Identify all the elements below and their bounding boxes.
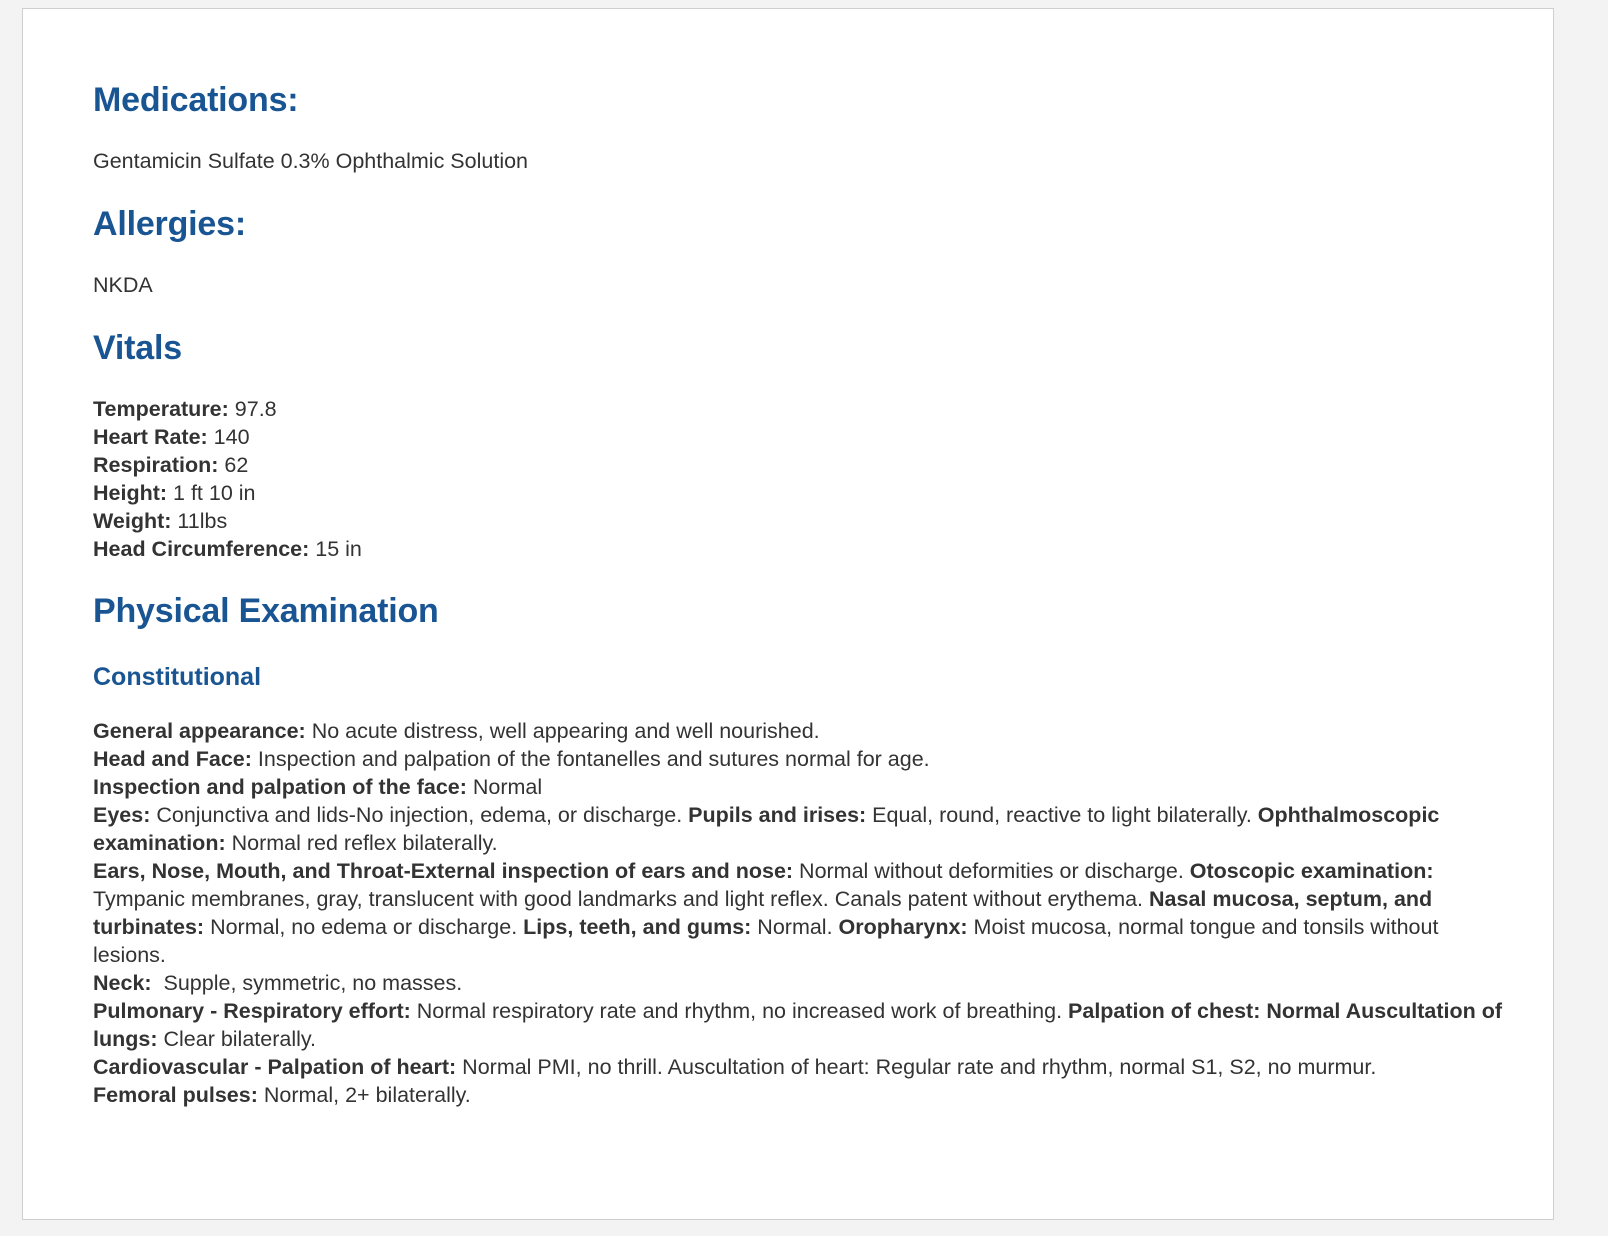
exam-cardiovascular: Cardiovascular - Palpation of heart: Normal PMI, no thrill. Auscultation of heart: Regular rate and rhythm, normal S1, S2, no murmur. — [93, 1055, 1377, 1079]
vital-weight: Weight: 11lbs — [93, 509, 228, 533]
exam-pulmonary: Pulmonary - Respiratory effort: Normal respiratory rate and rhythm, no increased work of breathing. Palpation of chest: Normal Auscultation of lungs: Clear bilaterally. — [93, 999, 1503, 1051]
physical-exam-body — [93, 717, 1513, 1109]
medications-heading: Medications: — [93, 81, 299, 119]
vitals-heading: Vitals — [93, 329, 182, 367]
document-page — [22, 8, 1554, 1220]
vital-respiration: Respiration: 62 — [93, 453, 249, 477]
vital-head-circumference: Head Circumference: 15 in — [93, 537, 362, 561]
vitals-list — [93, 395, 1513, 563]
allergies-heading: Allergies: — [93, 205, 246, 243]
medications-text: Gentamicin Sulfate 0.3% Ophthalmic Solution — [93, 149, 529, 173]
exam-neck: Neck: Supple, symmetric, no masses. — [93, 971, 463, 995]
exam-ent: Ears, Nose, Mouth, and Throat-External inspection of ears and nose: Normal without deformities or discharge. Otoscopic examination: Tympanic membranes, gray, translucent with good landmarks and light reflex. Canals patent without erythema. Nasal mucosa, septum, and turbinates: Normal, no edema or discharge. Lips, teeth, and gums: Normal. Oropharynx: Moist mucosa, normal tongue and tonsils without lesions. — [93, 859, 1439, 967]
exam-femoral-pulses: Femoral pulses: Normal, 2+ bilaterally. — [93, 1083, 471, 1107]
vital-heart-rate: Heart Rate: 140 — [93, 425, 250, 449]
exam-head-face: Head and Face: Inspection and palpation of the fontanelles and sutures normal for age. — [93, 747, 930, 771]
constitutional-subheading: Constitutional — [93, 663, 262, 691]
vital-height: Height: 1 ft 10 in — [93, 481, 256, 505]
allergies-text: NKDA — [93, 273, 153, 297]
exam-eyes: Eyes: Conjunctiva and lids-No injection, edema, or discharge. Pupils and irises: Equal, round, reactive to light bilaterally. Ophthalmoscopic examination: Normal red reflex bilaterally. — [93, 803, 1440, 855]
exam-general-appearance: General appearance: No acute distress, well appearing and well nourished. — [93, 719, 820, 743]
physical-exam-heading: Physical Examination — [93, 592, 439, 630]
vital-temperature: Temperature: 97.8 — [93, 397, 277, 421]
exam-face: Inspection and palpation of the face: Normal — [93, 775, 543, 799]
